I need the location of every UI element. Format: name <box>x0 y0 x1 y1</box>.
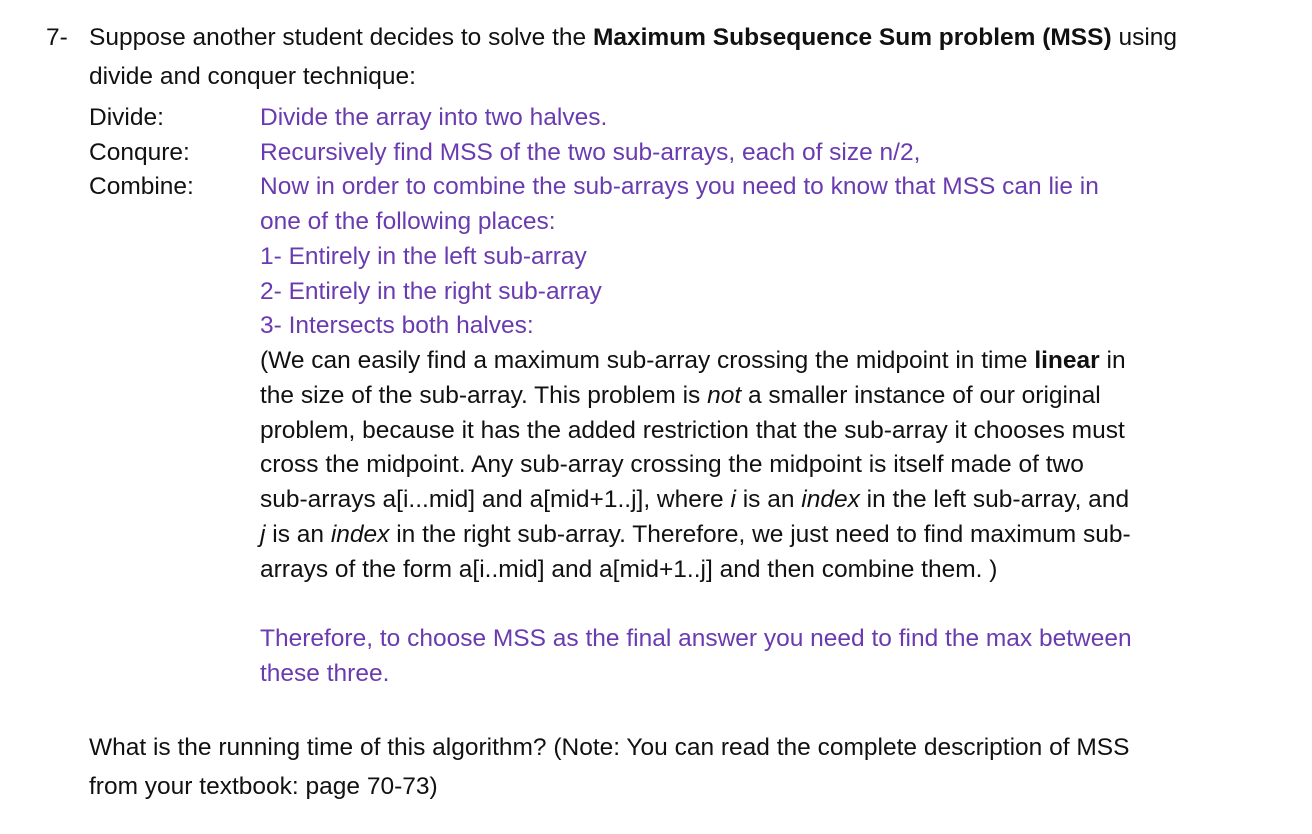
explanation-italic-i: i <box>730 486 736 513</box>
combine-label: Combine: <box>89 173 194 200</box>
question-intro-line2: divide and conquer technique: <box>89 63 416 90</box>
explanation-italic-j: j <box>260 521 266 548</box>
intro-text-end: using <box>1111 24 1178 51</box>
question-number: 7- <box>46 24 68 51</box>
conclusion-line2: these three. <box>260 660 390 687</box>
combine-line1: Now in order to combine the sub-arrays you need to know that MSS can lie in <box>260 173 1099 200</box>
explanation-text: a smaller instance of our original <box>741 382 1101 409</box>
explanation-text: (We can easily find a maximum sub-array crossing the midpoint in time <box>260 347 1035 374</box>
combine-line2: one of the following places: <box>260 208 556 235</box>
explanation-italic-index: index <box>330 521 390 548</box>
conquer-text: Recursively find MSS of the two sub-arrays, each of size n/2, <box>260 139 921 166</box>
question-intro-line1 <box>89 22 1177 54</box>
place-right: 2- Entirely in the right sub-array <box>260 278 602 305</box>
place-intersect: 3- Intersects both halves: <box>260 312 534 339</box>
final-question-line2: from your textbook: page 70-73) <box>89 773 438 800</box>
explanation-text: the size of the sub-array. This problem is <box>260 382 708 409</box>
explanation-italic-not: not <box>707 382 742 409</box>
explanation-line1 <box>260 345 1126 377</box>
divide-label: Divide: <box>89 104 164 131</box>
final-question-line1: What is the running time of this algorithm? (Note: You can read the complete description of MSS <box>89 734 1130 761</box>
intro-bold-term: Maximum Subsequence Sum problem (MSS) <box>592 24 1112 51</box>
conclusion-line1: Therefore, to choose MSS as the final answer you need to find the max between <box>260 625 1132 652</box>
divide-text: Divide the array into two halves. <box>260 104 608 131</box>
explanation-bold-linear: linear <box>1034 347 1100 374</box>
place-left: 1- Entirely in the left sub-array <box>260 243 587 270</box>
explanation-text: in the left sub-array, and <box>859 486 1130 513</box>
explanation-text: in the right sub-array. Therefore, we just need to find maximum sub- <box>389 521 1131 548</box>
explanation-text: sub-arrays a[i...mid] and a[mid+1..j], where <box>260 486 731 513</box>
explanation-line4: cross the midpoint. Any sub-array crossing the midpoint is itself made of two <box>260 451 1084 478</box>
explanation-line5 <box>260 484 1129 516</box>
conquer-label: Conqure: <box>89 139 190 166</box>
explanation-text: is an <box>265 521 331 548</box>
explanation-italic-index: index <box>801 486 860 513</box>
explanation-line7: arrays of the form a[i..mid] and a[mid+1..j] and then combine them. ) <box>260 556 998 583</box>
explanation-line3: problem, because it has the added restriction that the sub-array it chooses must <box>260 417 1125 444</box>
explanation-text: in <box>1099 347 1126 374</box>
explanation-line6 <box>260 519 1131 551</box>
explanation-line2 <box>260 380 1101 412</box>
explanation-text: is an <box>735 486 802 513</box>
intro-text: Suppose another student decides to solve the <box>89 24 593 51</box>
